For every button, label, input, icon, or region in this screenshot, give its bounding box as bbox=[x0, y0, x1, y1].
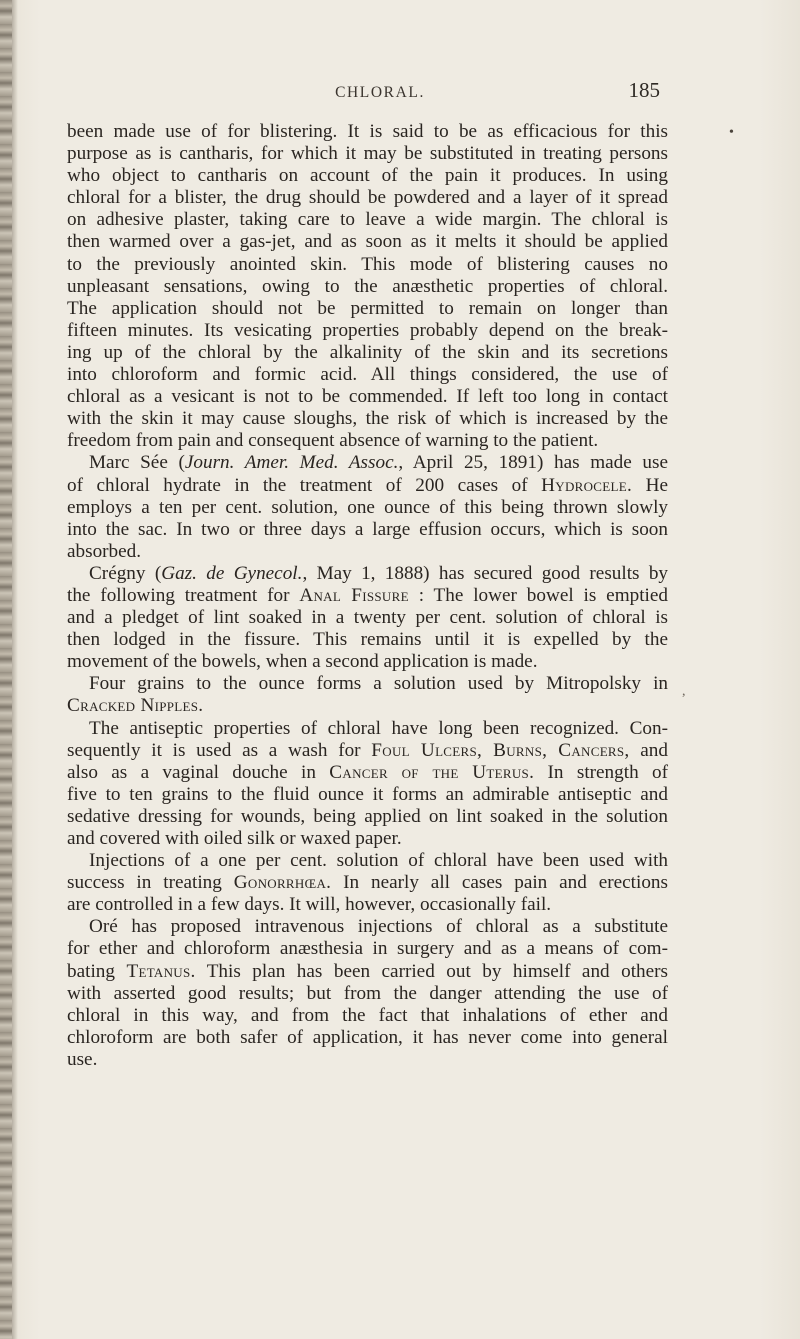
text-line bbox=[67, 651, 668, 673]
text-run: Crégny ( bbox=[89, 562, 162, 584]
text-run: the following treatment for bbox=[67, 584, 300, 606]
text-line bbox=[67, 983, 668, 1005]
text-run: chloral as a vesicant is not to be commended. If left too long in contact bbox=[67, 386, 668, 408]
text-run: In strength of bbox=[534, 761, 668, 783]
text-line bbox=[67, 740, 668, 762]
text-line bbox=[67, 1005, 668, 1027]
text-run: fifteen minutes. Its vesicating properties probably depend on the break- bbox=[67, 319, 668, 341]
text-run: This plan has been carried out by himself and others bbox=[195, 960, 668, 982]
text-run: : The lower bowel is emptied bbox=[408, 584, 668, 606]
text-line bbox=[67, 828, 668, 850]
running-head: CHLORAL. bbox=[335, 84, 425, 101]
text-run: for ether and chloroform anæsthesia in surgery and as a means of com- bbox=[67, 938, 668, 960]
text-run: and a pledget of lint soaked in a twenty per cent. solution of chloral is bbox=[67, 607, 668, 629]
text-run: also as a vaginal douche in bbox=[67, 761, 330, 783]
condition-term: Cracked Nipples. bbox=[67, 695, 204, 717]
text-run: and bbox=[629, 739, 668, 761]
text-run: ing up of the chloral by the alkalinity of the skin and its secretions bbox=[67, 341, 668, 363]
condition-term: Tetanus. bbox=[126, 960, 196, 982]
text-run: employs a ten per cent. solution, one ounce of this being thrown slowly bbox=[67, 496, 668, 518]
text-run: unpleasant sensations, owing to the anæsthetic properties of chloral. bbox=[67, 275, 668, 297]
text-run: , May 1, 1888) has secured good results by bbox=[302, 562, 669, 584]
text-line bbox=[67, 673, 668, 695]
text-line bbox=[67, 541, 668, 563]
text-line bbox=[67, 1049, 668, 1071]
text-run: purpose as is cantharis, for which it may be substituted in treating persons bbox=[67, 143, 668, 165]
text-run: who object to cantharis on account of the pain it produces. In using bbox=[67, 165, 668, 187]
text-run: In nearly all cases pain and erections bbox=[331, 872, 668, 894]
text-run: are controlled in a few days. It will, however, occasionally fail. bbox=[67, 894, 552, 916]
citation-source: Journ. Amer. Med. Assoc. bbox=[184, 452, 399, 474]
text-line bbox=[67, 916, 668, 938]
text-line bbox=[67, 497, 668, 519]
gutter-shadow bbox=[12, 0, 18, 1339]
text-run: and covered with oiled silk or waxed paper. bbox=[67, 828, 402, 849]
text-run: Four grains to the ounce forms a solution used by Mitropolsky in bbox=[89, 673, 668, 695]
text-run: with the skin it may cause sloughs, the risk of which is increased by the bbox=[67, 408, 668, 430]
text-line bbox=[67, 187, 668, 209]
text-line bbox=[67, 231, 668, 253]
text-run: The application should not be permitted to remain on longer than bbox=[67, 297, 668, 319]
text-line bbox=[67, 762, 668, 784]
text-run: use. bbox=[67, 1048, 98, 1070]
text-line bbox=[67, 121, 668, 143]
condition-term: Cancer of the Uterus. bbox=[329, 761, 535, 783]
condition-term: Foul Ulcers, Burns, Cancers, bbox=[371, 739, 630, 761]
text-line bbox=[67, 165, 668, 187]
text-run: into chloroform and formic acid. All things considered, the use of bbox=[67, 364, 668, 386]
text-run: then lodged in the fissure. This remains until it is expelled by the bbox=[67, 629, 668, 651]
text-run: into the sac. In two or three days a large effusion occurs, which is soon bbox=[67, 518, 668, 540]
text-line bbox=[67, 1027, 668, 1049]
margin-comma-mark: , bbox=[682, 684, 686, 699]
text-line bbox=[67, 364, 668, 386]
text-line bbox=[67, 430, 668, 452]
text-line bbox=[67, 585, 668, 607]
body-text bbox=[67, 121, 668, 1071]
citation-source: Gaz. de Gynecol. bbox=[161, 562, 303, 584]
text-line bbox=[67, 938, 668, 960]
text-line bbox=[67, 209, 668, 231]
text-line bbox=[67, 718, 668, 740]
text-run: freedom from pain and consequent absence of warning to the patient. bbox=[67, 430, 599, 452]
text-run: Oré has proposed intravenous injections of chloral as a substitute bbox=[89, 916, 668, 938]
text-line bbox=[67, 408, 668, 430]
text-run: of chloral hydrate in the treatment of 200 cases of bbox=[67, 474, 542, 496]
condition-term: Hydrocele. bbox=[541, 474, 633, 496]
text-run: sequently it is used as a wash for bbox=[67, 739, 372, 761]
text-line bbox=[67, 519, 668, 541]
text-line bbox=[67, 143, 668, 165]
text-run: sedative dressing for wounds, being applied on lint soaked in the solution bbox=[67, 805, 668, 827]
text-line bbox=[67, 320, 668, 342]
page-header bbox=[100, 78, 660, 108]
text-line bbox=[67, 607, 668, 629]
text-line bbox=[67, 276, 668, 298]
text-line bbox=[67, 254, 668, 276]
text-run: on adhesive plaster, taking care to leave a wide margin. The chloral is bbox=[67, 209, 668, 231]
text-line bbox=[67, 961, 668, 983]
text-run: chloral in this way, and from the fact that inhalations of ether and bbox=[67, 1004, 668, 1026]
text-run: movement of the bowels, when a second application is made. bbox=[67, 651, 538, 673]
text-run: Marc Sée ( bbox=[89, 452, 185, 474]
condition-term: Anal Fissure bbox=[299, 584, 409, 606]
text-run: , April 25, 1891) has made use bbox=[398, 452, 669, 474]
text-line bbox=[67, 629, 668, 651]
text-run: Injections of a one per cent. solution of chloral have been used with bbox=[89, 850, 668, 872]
text-run: to the previously anointed skin. This mode of blistering causes no bbox=[67, 253, 668, 275]
text-run: He bbox=[632, 474, 668, 496]
book-spine-edge bbox=[0, 0, 12, 1339]
text-run: success in treating bbox=[67, 872, 234, 894]
text-line bbox=[67, 872, 668, 894]
text-line bbox=[67, 806, 668, 828]
text-run: The antiseptic properties of chloral have long been recognized. Con- bbox=[89, 717, 668, 739]
page-number: 185 bbox=[628, 78, 660, 102]
text-line bbox=[67, 784, 668, 806]
condition-term: Gonorrhœa. bbox=[233, 872, 332, 894]
text-line bbox=[67, 695, 668, 717]
text-run: then warmed over a gas-jet, and as soon as it melts it should be applied bbox=[67, 231, 668, 253]
text-run: been made use of for blistering. It is said to be as efficacious for this bbox=[67, 121, 668, 142]
text-run: five to ten grains to the fluid ounce it forms an admirable antiseptic and bbox=[67, 783, 668, 805]
text-run: absorbed. bbox=[67, 540, 142, 562]
text-line bbox=[67, 452, 668, 474]
text-line bbox=[67, 298, 668, 320]
margin-dot-mark: • bbox=[729, 125, 734, 140]
text-line bbox=[67, 475, 668, 497]
text-line bbox=[67, 342, 668, 364]
text-run: chloral for a blister, the drug should be powdered and a layer of it spread bbox=[67, 187, 668, 209]
text-run: bating bbox=[67, 960, 127, 982]
text-line bbox=[67, 894, 668, 916]
text-line bbox=[67, 563, 668, 585]
text-run: with asserted good results; but from the danger attending the use of bbox=[67, 982, 668, 1004]
text-line bbox=[67, 850, 668, 872]
text-run: chloroform are both safer of application, it has never come into general bbox=[67, 1026, 668, 1048]
text-line bbox=[67, 386, 668, 408]
